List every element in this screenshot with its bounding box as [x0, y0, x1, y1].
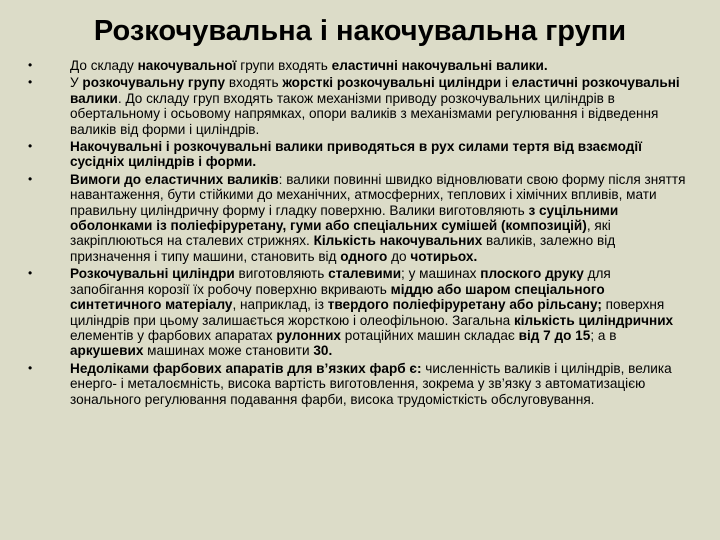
bullet-text: машинах може становити: [143, 343, 314, 359]
bullet-text-bold: еластичні розкочувальні валики: [70, 75, 680, 106]
bullet-text: для запобігання корозії їх робочу поверхню вкривають: [70, 266, 611, 297]
bullet-text: До складу: [70, 58, 138, 73]
bullet-text-bold: еластичні накочувальні валики.: [331, 58, 548, 73]
bullet-text: і: [501, 75, 512, 91]
bullet-text: ротаційних машин складає: [341, 327, 519, 343]
bullet-text: : валики повинні швидко відновлювати свою форму після зняття навантаження, бути стійкими до механічних, атмосферних, теплових і хімічних впливів, мати правильну циліндричну форму і гладку поверхню. Валики виготовляють: [70, 171, 686, 218]
bullet-text: до: [387, 248, 411, 264]
bullet-text: елементів у фарбових апаратах: [70, 327, 277, 343]
bullet-text-bold: Накочувальні і розкочувальні валики приводяться в рух силами тертя від взаємодії сусідніх циліндрів і форми.: [70, 139, 642, 170]
bullet-text: групи входять: [236, 58, 332, 73]
bullet-text-bold: Розкочувальні циліндри: [70, 266, 235, 282]
bullet-dot-icon: •: [28, 139, 33, 154]
bullet-item: [28, 75, 688, 137]
bullet-text-bold: жорсткі розкочувальні циліндри: [282, 75, 502, 91]
bullet-text-bold: Кількість накочувальних: [313, 233, 483, 249]
bullet-item: [28, 266, 688, 358]
bullet-text: ; а в: [590, 327, 617, 343]
bullet-text: валиків, залежно від призначення і типу машини, становить від: [70, 233, 616, 264]
bullet-text: . До складу груп входять також механізми приводу розкочувальних циліндрів в обертальному і осьовому напрямках, опори валиків з механізмами регулювання і відведення валиків від форми і циліндрів.: [70, 90, 659, 137]
bullet-text-bold: чотирьох.: [410, 248, 478, 264]
bullet-dot-icon: •: [28, 171, 33, 186]
bullet-text: , які закріплюються на сталевих стрижнях.: [70, 218, 611, 249]
bullet-text-bold: міддю або шаром спеціального синтетичного матеріалу: [70, 281, 605, 313]
bullet-text: виготовляють: [234, 266, 329, 282]
bullet-text-bold: кількість циліндричних: [513, 312, 674, 328]
bullet-item: [28, 58, 688, 73]
bullet-dot-icon: •: [28, 360, 33, 375]
bullet-text-bold: одного: [340, 248, 388, 264]
bullet-text-bold: Недоліками фарбових апаратів для в’язких фарб є:: [70, 360, 422, 376]
bullet-text-bold: накочувальної: [137, 58, 237, 73]
bullet-text-bold: аркушевих: [70, 343, 144, 359]
bullet-text-bold: сталевими: [328, 266, 402, 282]
bullet-text-bold: рулонних: [276, 327, 341, 343]
bullet-text: ; у машинах: [401, 266, 481, 282]
bullet-item: [28, 139, 688, 170]
bullet-text: численність валиків і циліндрів, велика енерго- і металоємність, висока вартість виготовлення, зокрема у зв’язку з автоматизацією зонального регулювання подавання фарби, висока трудомісткість обслуговування.: [70, 360, 672, 407]
bullet-item: [28, 172, 688, 264]
bullet-text: У: [70, 75, 83, 91]
bullet-text: поверхня циліндрів при цьому залишається жорсткою і олеофільною. Загальна: [70, 297, 665, 328]
bullet-dot-icon: •: [28, 58, 33, 72]
bullet-text: входять: [225, 75, 283, 91]
bullet-text-bold: твердого поліефіруретану або рільсану;: [327, 297, 602, 313]
bullet-dot-icon: •: [28, 75, 33, 90]
bullet-text-bold: з суцільними оболонками із поліефіруретану, гуми або спеціальних сумішей (композицій): [70, 202, 619, 234]
bullet-text: , наприклад, із: [232, 297, 328, 313]
bullet-dot-icon: •: [28, 266, 33, 281]
bullet-text-bold: плоского друку: [480, 266, 584, 282]
slide-title: Розкочувальна і накочувальна групи: [93, 15, 627, 47]
bullet-item: [28, 361, 688, 407]
bullet-text-bold: розкочувальну групу: [82, 75, 226, 91]
bullet-list: [28, 58, 688, 409]
bullet-text-bold: 30.: [313, 343, 333, 359]
bullet-text-bold: від 7 до 15: [518, 327, 591, 343]
bullet-text-bold: Вимоги до еластичних валиків: [70, 171, 279, 187]
